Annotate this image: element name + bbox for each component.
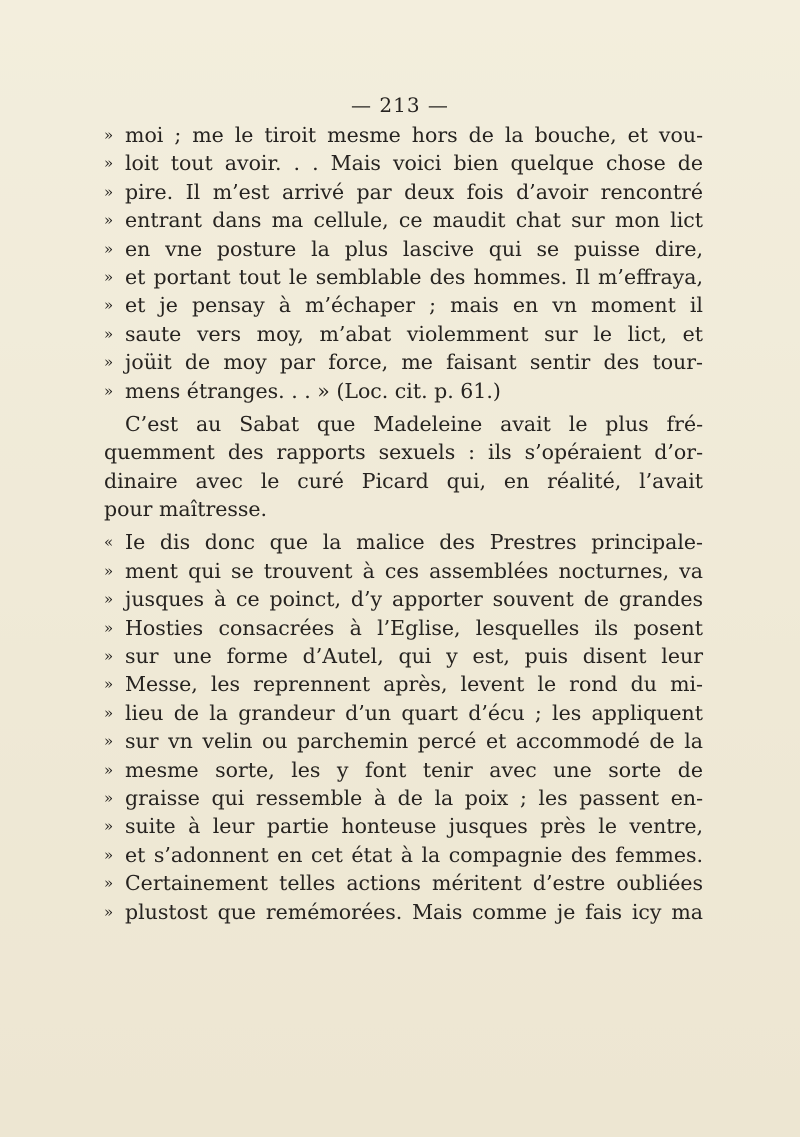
text-line [104,585,704,613]
text-line [104,495,704,523]
line-text: ment qui se trouvent à ces assemblées nocturnes, va [125,558,703,583]
text-line [104,841,704,869]
line-text: C’est au Sabat que Madeleine avait le plus fré- [125,411,703,436]
line-text: jusques à ce poinct, d’y apporter souvent de grandes [125,587,703,612]
text-line [104,557,704,585]
quote-mark: » [104,239,114,258]
line-text: mens étranges. . . » (Loc. cit. p. 61.) [125,378,501,403]
quote-mark: » [104,296,114,315]
text-line [104,263,704,291]
text-line [104,438,704,466]
line-text: quemment des rapports sexuels : ils s’opéraient d’or- [104,440,703,465]
line-text: Hosties consacrées à l’Eglise, lesquelles ils posent [125,615,703,640]
quote-mark: » [104,618,114,637]
text-line [104,149,704,177]
line-text: Ie dis donc que la malice des Prestres principale- [125,530,703,555]
text-line [104,206,704,234]
line-text: joüit de moy par force, me faisant sentir des tour- [125,350,703,375]
quote-mark: » [104,817,114,836]
text-line [104,320,704,348]
quote-mark: » [104,353,114,372]
line-text: mesme sorte, les y font tenir avec une sorte de [125,757,703,782]
quote-mark: » [104,760,114,779]
body-text [104,121,704,926]
quote-mark: » [104,902,114,921]
quote-mark: » [104,126,114,144]
line-text: plustost que remémorées. Mais comme je fais icy ma [125,899,703,924]
line-text: entrant dans ma cellule, ce maudit chat sur mon lict [125,208,703,233]
text-line [104,410,704,438]
line-text: et portant tout le semblable des hommes. Il m’effraya, [125,264,703,289]
text-line [104,727,704,755]
text-line [104,467,704,495]
quote-mark: » [104,590,114,609]
page-number: — 213 — [351,93,449,117]
quote-mark: » [104,561,114,580]
quote-mark: » [104,381,114,400]
quote-mark: » [104,788,114,807]
text-line [104,291,704,319]
quote-mark: » [104,182,114,201]
quote-mark: » [104,154,114,173]
line-text: Messe, les reprennent après, levent le rond du mi- [125,672,703,697]
line-text: suite à leur partie honteuse jusques près le ventre, [125,814,703,839]
quote-mark: » [104,324,114,343]
line-text: et s’adonnent en cet état à la compagnie des femmes. [125,842,703,867]
text-line [104,699,704,727]
text-line [104,670,704,698]
text-line [104,784,704,812]
line-text: sur vn velin ou parchemin percé et accommodé de la [125,729,703,754]
quote-mark: » [104,874,114,893]
line-text: dinaire avec le curé Picard qui, en réalité, l’avait [104,468,703,493]
quote-mark: » [104,703,114,722]
line-text: et je pensay à m’échaper ; mais en vn moment il [125,293,703,318]
text-line [104,812,704,840]
line-text: loit tout avoir. . . Mais voici bien quelque chose de [125,151,703,176]
quote-mark: » [104,845,114,864]
text-line [104,377,704,405]
line-text: en vne posture la plus lascive qui se puisse dire, [125,236,703,261]
text-line [104,756,704,784]
text-line [104,235,704,263]
quote-mark: » [104,647,114,666]
text-line [104,121,704,149]
quote-mark: » [104,267,114,286]
quote-mark: » [104,675,114,694]
text-line [104,178,704,206]
line-text: sur une forme d’Autel, qui y est, puis disent leur [125,644,703,669]
text-line [104,348,704,376]
text-line [104,898,704,926]
quote-mark: « [104,533,114,552]
line-text: moi ; me le tiroit mesme hors de la bouche, et vou- [125,123,703,147]
line-text: pour maîtresse. [104,497,268,522]
text-line [104,614,704,642]
text-line [104,528,704,556]
quote-mark: » [104,211,114,230]
line-text: lieu de la grandeur d’un quart d’écu ; les appliquent [125,700,703,725]
line-text: Certainement telles actions méritent d’estre oubliées [125,871,703,896]
line-text: saute vers moy, m’abat violemment sur le lict, et [125,321,703,346]
text-line [104,642,704,670]
text-line [104,869,704,897]
quote-mark: » [104,732,114,751]
line-text: pire. Il m’est arrivé par deux fois d’avoir rencontré [125,179,703,204]
line-text: graisse qui ressemble à de la poix ; les passent en- [125,785,703,810]
